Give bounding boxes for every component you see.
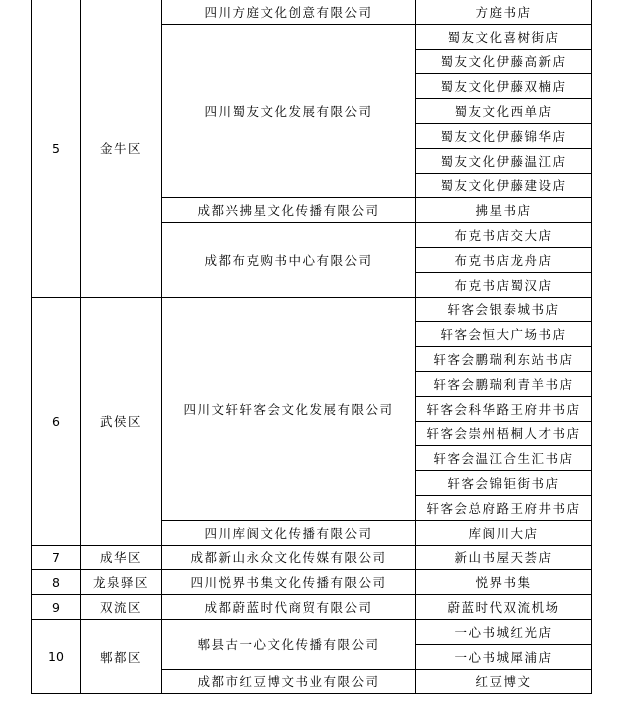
- store-cell: 一心书城红光店: [416, 619, 592, 644]
- store-cell: 轩客会崇州梧桐人才书店: [416, 421, 592, 446]
- company-cell: 四川蜀友文化发展有限公司: [162, 24, 416, 198]
- store-cell: 轩客会科华路王府井书店: [416, 396, 592, 421]
- table-row: [32, 0, 592, 24]
- company-cell: 成都新山永众文化传媒有限公司: [162, 545, 416, 570]
- company-cell: 郫县古一心文化传播有限公司: [162, 619, 416, 669]
- table-row: [32, 619, 592, 644]
- store-cell: 轩客会锦钜街书店: [416, 471, 592, 496]
- store-cell: 轩客会总府路王府井书店: [416, 495, 592, 520]
- table-body: [32, 0, 592, 694]
- store-cell: 蜀友文化喜树街店: [416, 24, 592, 49]
- store-cell: 轩客会银泰城书店: [416, 297, 592, 322]
- company-cell: 四川悦界书集文化传播有限公司: [162, 570, 416, 595]
- store-cell: 布克书店蜀汉店: [416, 272, 592, 297]
- store-cell: 蔚蓝时代双流机场: [416, 595, 592, 620]
- company-cell: 四川文轩轩客会文化发展有限公司: [162, 297, 416, 520]
- table-row: [32, 545, 592, 570]
- sequence-number: 8: [32, 570, 81, 595]
- district-cell: 金牛区: [81, 0, 162, 297]
- store-cell: 方庭书店: [416, 0, 592, 24]
- table-row: [32, 595, 592, 620]
- store-cell: 蜀友文化伊藤高新店: [416, 49, 592, 74]
- store-cell: 一心书城犀浦店: [416, 644, 592, 669]
- sequence-number: 9: [32, 595, 81, 620]
- store-cell: 红豆博文: [416, 669, 592, 694]
- store-cell: 蜀友文化伊藤温江店: [416, 148, 592, 173]
- district-cell: 双流区: [81, 595, 162, 620]
- company-cell: 四川方庭文化创意有限公司: [162, 0, 416, 24]
- store-cell: 布克书店龙舟店: [416, 247, 592, 272]
- district-cell: 龙泉驿区: [81, 570, 162, 595]
- table-row: [32, 297, 592, 322]
- sequence-number: 10: [32, 619, 81, 693]
- sequence-number: 6: [32, 297, 81, 545]
- company-cell: 成都蔚蓝时代商贸有限公司: [162, 595, 416, 620]
- sequence-number: 5: [32, 0, 81, 297]
- store-cell: 蜀友文化西单店: [416, 99, 592, 124]
- store-cell: 轩客会恒大广场书店: [416, 322, 592, 347]
- table-row: [32, 570, 592, 595]
- company-cell: 四川库阆文化传播有限公司: [162, 520, 416, 545]
- company-cell: 成都兴拂星文化传播有限公司: [162, 198, 416, 223]
- district-cell: 武侯区: [81, 297, 162, 545]
- store-cell: 轩客会鹏瑞利东站书店: [416, 347, 592, 372]
- company-cell: 成都市红豆博文书业有限公司: [162, 669, 416, 694]
- store-cell: 悦界书集: [416, 570, 592, 595]
- store-cell: 布克书店交大店: [416, 223, 592, 248]
- store-cell: 轩客会温江合生汇书店: [416, 446, 592, 471]
- store-cell: 新山书屋天荟店: [416, 545, 592, 570]
- sequence-number: 7: [32, 545, 81, 570]
- store-cell: 蜀友文化伊藤建设店: [416, 173, 592, 198]
- store-cell: 蜀友文化伊藤双楠店: [416, 74, 592, 99]
- store-cell: 蜀友文化伊藤锦华店: [416, 123, 592, 148]
- store-cell: 拂星书店: [416, 198, 592, 223]
- district-cell: 成华区: [81, 545, 162, 570]
- bookstore-table: [31, 0, 592, 694]
- company-cell: 成都布克购书中心有限公司: [162, 223, 416, 297]
- store-cell: 轩客会鹏瑞利青羊书店: [416, 371, 592, 396]
- district-cell: 郫都区: [81, 619, 162, 693]
- store-cell: 库阆川大店: [416, 520, 592, 545]
